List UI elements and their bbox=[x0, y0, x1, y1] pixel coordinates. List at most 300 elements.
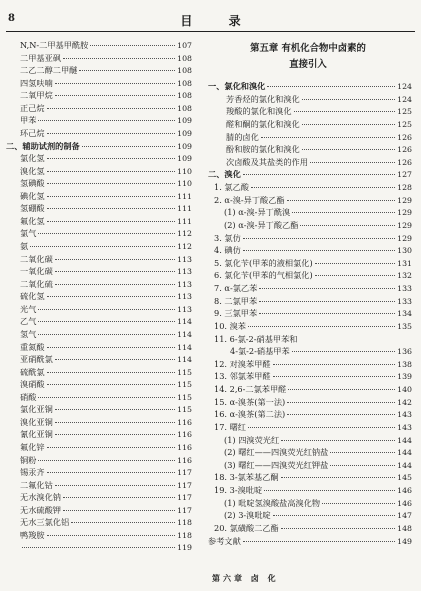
toc-entry bbox=[0, 190, 196, 203]
dot-leader bbox=[82, 146, 175, 147]
dot-leader bbox=[267, 86, 395, 87]
toc-entry-page: 108 bbox=[177, 66, 192, 76]
dot-leader bbox=[55, 271, 175, 272]
toc-entry-title: 一氧化碳 bbox=[20, 266, 53, 277]
dot-leader bbox=[55, 259, 175, 260]
toc-entry-page: 117 bbox=[177, 468, 192, 478]
toc-entry-title: 1. 氯乙酸 bbox=[214, 182, 249, 192]
toc-entry-page: 114 bbox=[177, 317, 192, 327]
toc-entry bbox=[200, 446, 416, 459]
toc-entry-title: 芳香烃的氯化和溴化 bbox=[226, 93, 300, 104]
toc-entry bbox=[0, 341, 196, 354]
toc-entry-page: 108 bbox=[177, 53, 192, 63]
toc-entry-title: 15. α-溴茶(第一法) bbox=[214, 396, 286, 407]
toc-entry-title: 硫化氢 bbox=[20, 291, 45, 302]
dot-leader bbox=[47, 296, 176, 297]
toc-entry bbox=[200, 370, 416, 383]
dot-leader bbox=[63, 510, 175, 511]
dot-leader bbox=[55, 95, 175, 96]
toc-entry-page: 145 bbox=[397, 473, 412, 483]
toc-entry bbox=[0, 542, 196, 555]
toc-entry bbox=[0, 215, 196, 228]
toc-entry bbox=[0, 491, 196, 504]
dot-leader bbox=[47, 535, 176, 536]
toc-entry bbox=[0, 516, 196, 529]
toc-entry-title: 一、氯化和溴化 bbox=[208, 81, 266, 91]
toc-entry-page: 142 bbox=[397, 397, 412, 407]
dot-leader bbox=[55, 359, 175, 360]
toc-entry-page: 136 bbox=[397, 347, 412, 357]
dot-leader bbox=[47, 472, 176, 473]
toc-entry-title: 二氟化钴 bbox=[20, 479, 53, 490]
toc-entry-page: 144 bbox=[397, 448, 412, 458]
toc-entry-title: 二、溴化 bbox=[208, 169, 241, 180]
toc-entry bbox=[0, 403, 196, 416]
dot-leader bbox=[55, 422, 175, 423]
toc-entry-page: 109 bbox=[177, 116, 192, 126]
toc-entry bbox=[200, 194, 416, 207]
toc-entry-page: 149 bbox=[397, 536, 412, 546]
toc-entry-page: 107 bbox=[177, 41, 192, 50]
dot-leader bbox=[302, 149, 395, 150]
toc-entry-page: 139 bbox=[397, 372, 412, 382]
toc-entry-page: 113 bbox=[177, 292, 192, 302]
toc-entry-title: 羧酸的氯化和溴化 bbox=[226, 106, 292, 117]
dot-leader bbox=[47, 347, 176, 348]
dot-leader bbox=[251, 187, 395, 188]
toc-right-column bbox=[200, 80, 416, 547]
toc-entry-title: 氢碘酸 bbox=[20, 178, 45, 189]
toc-entry-title: 2. α-溴-异丁酸乙酯 bbox=[214, 194, 285, 205]
toc-entry-title: N,N-二甲基甲酰胺 bbox=[20, 40, 89, 50]
toc-entry bbox=[200, 181, 416, 194]
toc-entry-title: 二乙二醇二甲醚 bbox=[20, 65, 78, 76]
toc-entry-title: (1) α-溴-异丁酰溴 bbox=[224, 207, 291, 218]
dot-leader bbox=[47, 183, 176, 184]
dot-leader bbox=[55, 83, 175, 84]
toc-entry-title: 次卤酸及其盐类的作用 bbox=[226, 156, 308, 167]
toc-entry-title: (2) α-溴-异丁酸乙酯 bbox=[224, 219, 299, 230]
toc-entry bbox=[200, 509, 416, 522]
dot-leader bbox=[38, 120, 175, 121]
toc-entry-title: 四氢呋喃 bbox=[20, 77, 53, 88]
toc-entry bbox=[200, 320, 416, 333]
dot-leader bbox=[63, 58, 175, 59]
dot-leader bbox=[55, 284, 175, 285]
toc-entry bbox=[0, 529, 196, 542]
toc-entry bbox=[200, 522, 416, 535]
page-header bbox=[0, 0, 421, 40]
toc-entry-page: 135 bbox=[397, 321, 412, 331]
dot-leader bbox=[38, 460, 175, 461]
toc-entry-title: (2) 3-溴吡啶 bbox=[224, 510, 271, 521]
toc-entry-page: 117 bbox=[177, 480, 192, 490]
dot-leader bbox=[30, 246, 175, 247]
toc-entry-title: 甲苯 bbox=[20, 115, 37, 126]
toc-entry-page: 126 bbox=[397, 132, 412, 142]
toc-entry-page: 129 bbox=[397, 220, 412, 230]
dot-leader bbox=[264, 490, 395, 491]
toc-entry-page: 125 bbox=[397, 107, 412, 117]
toc-entry-title: 溴化亚铜 bbox=[20, 416, 53, 427]
toc-entry bbox=[200, 484, 416, 497]
toc-entry-page: 110 bbox=[177, 166, 192, 176]
toc-entry-page: 128 bbox=[397, 183, 412, 192]
toc-entry-title: 4-氯-2-硝基甲苯 bbox=[230, 346, 290, 357]
toc-entry-title: 乙气 bbox=[20, 316, 37, 327]
toc-entry-title: (3) 曙红——四溴荧光红钾盐 bbox=[224, 459, 329, 470]
toc-entry bbox=[0, 39, 196, 52]
dot-leader bbox=[273, 515, 395, 516]
dot-leader bbox=[248, 326, 395, 327]
toc-entry bbox=[0, 315, 196, 328]
toc-entry bbox=[0, 290, 196, 303]
toc-entry bbox=[0, 479, 196, 492]
toc-entry-title: 14. 2,6-二氯苯甲醛 bbox=[214, 384, 287, 394]
toc-entry-title: 二、辅助试剂的制备 bbox=[6, 140, 80, 151]
dot-leader bbox=[38, 334, 175, 335]
toc-entry-title: 鸭羧胺 bbox=[20, 529, 45, 540]
toc-entry-title: 醛和酮的氯化和溴化 bbox=[226, 118, 300, 129]
toc-entry-page: 112 bbox=[177, 229, 192, 239]
header-rule bbox=[6, 31, 415, 32]
toc-entry-page: 116 bbox=[177, 443, 192, 452]
toc-entry-page: 116 bbox=[177, 417, 192, 427]
toc-entry-page: 134 bbox=[397, 309, 412, 319]
toc-entry bbox=[200, 156, 416, 169]
toc-entry-page: 144 bbox=[397, 460, 412, 470]
dot-leader bbox=[287, 414, 395, 415]
toc-entry-page: 108 bbox=[177, 103, 192, 113]
toc-entry-title: 8. 二氯甲苯 bbox=[214, 295, 258, 306]
toc-entry-page: 116 bbox=[177, 455, 192, 465]
toc-entry-title: 19. 3-溴吡啶 bbox=[214, 485, 263, 495]
toc-entry-page: 126 bbox=[397, 145, 412, 155]
toc-entry-page: 111 bbox=[177, 191, 192, 201]
dot-leader bbox=[273, 376, 396, 377]
dot-leader bbox=[243, 174, 395, 175]
dot-leader bbox=[330, 452, 395, 453]
toc-entry bbox=[200, 269, 416, 282]
toc-entry bbox=[200, 358, 416, 371]
toc-entry-page: 129 bbox=[397, 233, 412, 243]
dot-leader bbox=[38, 397, 175, 398]
toc-entry-page: 143 bbox=[397, 410, 412, 420]
toc-entry-page: 118 bbox=[177, 530, 192, 540]
toc-entry-title: 氢气 bbox=[20, 328, 37, 339]
toc-entry bbox=[0, 102, 196, 115]
dot-leader bbox=[90, 45, 175, 46]
chapter-heading bbox=[200, 41, 416, 72]
toc-entry-title: 无水硫酸钾 bbox=[20, 504, 61, 515]
toc-entry bbox=[0, 89, 196, 102]
toc-entry bbox=[0, 127, 196, 140]
toc-entry-page: 113 bbox=[177, 279, 192, 289]
toc-entry-page: 133 bbox=[397, 296, 412, 306]
dot-leader bbox=[243, 250, 395, 251]
toc-entry-title: 硫酰氯 bbox=[20, 366, 45, 377]
toc-entry-title: 酚和胺的氯化和溴化 bbox=[226, 144, 300, 155]
toc-entry-title: 溴硝酸 bbox=[20, 379, 45, 390]
toc-entry-title: 4. 碘仿 bbox=[214, 245, 241, 256]
toc-entry-title: 锡汞齐 bbox=[20, 467, 45, 478]
toc-entry bbox=[200, 219, 416, 232]
toc-entry bbox=[0, 77, 196, 90]
toc-entry bbox=[200, 244, 416, 257]
toc-entry bbox=[200, 168, 416, 181]
dot-leader bbox=[302, 124, 395, 125]
toc-entry-page: 143 bbox=[397, 422, 412, 432]
toc-entry-page: 124 bbox=[397, 94, 412, 104]
toc-entry bbox=[0, 504, 196, 517]
toc-entry-title: 二氧化硫 bbox=[20, 278, 53, 289]
toc-entry-page: 129 bbox=[397, 195, 412, 205]
toc-entry bbox=[0, 240, 196, 253]
dot-leader bbox=[47, 196, 176, 197]
toc-entry bbox=[0, 227, 196, 240]
toc-entry bbox=[200, 143, 416, 156]
toc-entry bbox=[0, 114, 196, 127]
toc-entry bbox=[0, 428, 196, 441]
toc-entry-page: 124 bbox=[397, 82, 412, 91]
toc-entry-title: 氢硼酸 bbox=[20, 203, 45, 214]
toc-entry-page: 130 bbox=[397, 246, 412, 256]
dot-leader bbox=[63, 497, 175, 498]
dot-leader bbox=[47, 384, 176, 385]
toc-entry-page: 114 bbox=[177, 329, 192, 339]
toc-entry bbox=[200, 497, 416, 510]
toc-entry bbox=[0, 466, 196, 479]
toc-entry bbox=[200, 345, 416, 358]
next-chapter-partial: 第六章 卤 化 bbox=[212, 573, 279, 583]
toc-entry bbox=[0, 278, 196, 291]
dot-leader bbox=[47, 108, 176, 109]
toc-entry bbox=[0, 303, 196, 316]
toc-entry-page: 133 bbox=[397, 284, 412, 293]
toc-entry-page: 118 bbox=[177, 518, 192, 528]
toc-entry bbox=[200, 206, 416, 219]
toc-entry bbox=[0, 353, 196, 366]
toc-entry-title: 二甲基亚砜 bbox=[20, 52, 61, 63]
toc-entry-title: 氯化氢 bbox=[20, 153, 45, 164]
dot-leader bbox=[47, 133, 176, 134]
toc-entry-title: 氟化锌 bbox=[20, 442, 45, 452]
toc-entry-page: 114 bbox=[177, 342, 192, 352]
toc-entry bbox=[0, 253, 196, 266]
toc-entry bbox=[0, 152, 196, 165]
toc-entry bbox=[0, 328, 196, 341]
toc-entry-page: 146 bbox=[397, 498, 412, 508]
toc-entry-title: 光气 bbox=[20, 303, 37, 314]
dot-leader bbox=[22, 547, 175, 548]
toc-entry-page: 132 bbox=[397, 271, 412, 281]
toc-entry-title: 重氮酸 bbox=[20, 341, 45, 352]
toc-entry bbox=[0, 177, 196, 190]
toc-entry bbox=[200, 257, 416, 270]
toc-entry-page: 109 bbox=[177, 154, 192, 164]
toc-entry-page: 114 bbox=[177, 355, 192, 365]
toc-entry-page: 127 bbox=[397, 170, 412, 180]
dot-leader bbox=[281, 440, 395, 441]
toc-entry-page: 113 bbox=[177, 304, 192, 314]
toc-entry-page: 109 bbox=[177, 141, 192, 151]
dot-leader bbox=[38, 233, 175, 234]
toc-entry-title: 硝酸 bbox=[20, 391, 37, 402]
toc-entry-title: 溴化氢 bbox=[20, 165, 45, 176]
dot-leader bbox=[315, 275, 395, 276]
toc-entry-page: 108 bbox=[177, 91, 192, 101]
toc-entry-title: 氟化氢 bbox=[20, 215, 45, 226]
toc-entry-page: 129 bbox=[397, 208, 412, 218]
toc-left-column bbox=[0, 39, 196, 554]
toc-entry bbox=[0, 265, 196, 278]
toc-entry-page: 113 bbox=[177, 254, 192, 264]
toc-entry-page: 131 bbox=[397, 258, 412, 268]
dot-leader bbox=[261, 137, 395, 138]
toc-entry bbox=[0, 454, 196, 467]
toc-entry bbox=[200, 459, 416, 472]
toc-entry-title: 11. 6-氯-2-硝基甲苯和 bbox=[214, 333, 298, 344]
toc-entry-title: 10. 溴苯 bbox=[214, 320, 246, 331]
toc-entry bbox=[200, 434, 416, 447]
toc-entry-title: 氨 bbox=[20, 241, 29, 251]
toc-entry bbox=[200, 333, 416, 346]
toc-entry-page: 115 bbox=[177, 392, 192, 402]
toc-entry-page: 115 bbox=[177, 405, 192, 415]
toc-entry-title: 参考文献 bbox=[208, 535, 241, 546]
toc-entry bbox=[200, 307, 416, 320]
toc-entry-page: 117 bbox=[177, 493, 192, 503]
toc-entry-title: 20. 氯磺酸二乙酯 bbox=[214, 522, 279, 533]
toc-entry-page: 109 bbox=[177, 128, 192, 138]
toc-entry-title: 12. 对溴苯甲醛 bbox=[214, 358, 271, 369]
dot-leader bbox=[281, 528, 395, 529]
toc-entry-page: 116 bbox=[177, 430, 192, 440]
toc-entry-page: 117 bbox=[177, 505, 192, 515]
toc-entry-title: 铜粉 bbox=[20, 454, 37, 465]
toc-entry-page: 119 bbox=[177, 542, 192, 552]
toc-entry bbox=[200, 232, 416, 245]
dot-leader bbox=[47, 208, 176, 209]
toc-entry-title: 5. 氯化苄(甲苯的液相氯化) bbox=[214, 257, 313, 268]
dot-leader bbox=[288, 389, 395, 390]
dot-leader bbox=[243, 541, 395, 542]
toc-entry-title: 17. 曙红 bbox=[214, 421, 246, 432]
toc-entry-page: 147 bbox=[397, 511, 412, 521]
dot-leader bbox=[47, 372, 176, 373]
toc-entry-title: 环己烷 bbox=[20, 127, 45, 138]
dot-leader bbox=[47, 171, 176, 172]
running-title: 目 录 bbox=[180, 14, 257, 28]
toc-entry-title: 二氧化碳 bbox=[20, 253, 53, 264]
toc-entry-title: 18. 3-氯苯基乙酮 bbox=[214, 472, 279, 483]
toc-entry-page: 148 bbox=[397, 523, 412, 533]
dot-leader bbox=[310, 162, 395, 163]
toc-entry bbox=[0, 140, 196, 153]
toc-entry bbox=[0, 366, 196, 379]
toc-entry bbox=[200, 471, 416, 484]
toc-entry bbox=[200, 295, 416, 308]
toc-entry-title: 9. 三氯甲苯 bbox=[214, 308, 258, 319]
dot-leader bbox=[79, 70, 175, 71]
toc-entry-page: 144 bbox=[397, 435, 412, 445]
toc-entry bbox=[0, 441, 196, 454]
dot-leader bbox=[47, 447, 176, 448]
dot-leader bbox=[38, 309, 175, 310]
dot-leader bbox=[248, 427, 395, 428]
toc-entry-page: 115 bbox=[177, 367, 192, 377]
dot-leader bbox=[47, 158, 176, 159]
dot-leader bbox=[38, 321, 175, 322]
dot-leader bbox=[273, 364, 396, 365]
toc-entry-title: 6. 氯化苄(甲苯的气相氯化) bbox=[214, 270, 313, 281]
toc-entry bbox=[0, 202, 196, 215]
dot-leader bbox=[315, 263, 395, 264]
toc-entry-title: 氯化亚铜 bbox=[20, 404, 53, 415]
toc-entry bbox=[200, 105, 416, 118]
toc-entry bbox=[200, 80, 416, 93]
dot-leader bbox=[281, 477, 396, 478]
toc-entry bbox=[0, 64, 196, 77]
dot-leader bbox=[287, 200, 396, 201]
toc-entry-title: 3. 氯仿 bbox=[214, 232, 241, 243]
dot-leader bbox=[300, 225, 395, 226]
dot-leader bbox=[243, 238, 395, 239]
toc-entry-title: 氰化亚铜 bbox=[20, 429, 53, 440]
dot-leader bbox=[322, 503, 395, 504]
toc-entry-title: 亚硝酰氯 bbox=[20, 354, 53, 365]
toc-entry-page: 112 bbox=[177, 242, 192, 251]
dot-leader bbox=[292, 212, 395, 213]
toc-entry bbox=[200, 131, 416, 144]
toc-entry-title: 腈的卤化 bbox=[226, 131, 259, 142]
toc-entry-title: 正己烷 bbox=[20, 102, 45, 113]
toc-entry-page: 125 bbox=[397, 119, 412, 129]
toc-entry-title: (2) 曙红——四溴荧光红钠盐 bbox=[224, 447, 329, 458]
toc-entry-title: (1) 四溴荧光红 bbox=[224, 434, 280, 445]
toc-entry-title: 7. α-氯乙苯 bbox=[214, 283, 258, 293]
toc-entry-title: 碘化氢 bbox=[20, 190, 45, 201]
toc-entry-page: 110 bbox=[177, 179, 192, 189]
toc-entry bbox=[200, 535, 416, 548]
toc-entry-page: 140 bbox=[397, 385, 412, 394]
dot-leader bbox=[287, 402, 395, 403]
dot-leader bbox=[55, 434, 175, 435]
toc-entry bbox=[0, 378, 196, 391]
dot-leader bbox=[292, 351, 395, 352]
toc-entry-page: 111 bbox=[177, 204, 192, 214]
toc-entry-title: 13. 邻氯苯甲醛 bbox=[214, 371, 271, 382]
toc-entry-title: 无水三氯化铝 bbox=[20, 517, 70, 528]
dot-leader bbox=[330, 465, 395, 466]
toc-entry bbox=[0, 165, 196, 178]
toc-entry-page: 115 bbox=[177, 380, 192, 390]
chapter-subtitle: 直接引入 bbox=[289, 59, 327, 70]
toc-entry-title: 氯气 bbox=[20, 228, 37, 239]
dot-leader bbox=[259, 288, 395, 289]
toc-entry bbox=[200, 396, 416, 409]
toc-entry bbox=[200, 93, 416, 106]
page-number: 8 bbox=[8, 13, 15, 24]
toc-entry bbox=[0, 416, 196, 429]
toc-entry bbox=[0, 391, 196, 404]
dot-leader bbox=[259, 301, 395, 302]
toc-entry-page: 146 bbox=[397, 486, 412, 495]
toc-entry-page: 138 bbox=[397, 359, 412, 369]
toc-entry-page: 108 bbox=[177, 78, 192, 88]
toc-entry bbox=[0, 52, 196, 65]
toc-entry-page: 126 bbox=[397, 157, 412, 167]
